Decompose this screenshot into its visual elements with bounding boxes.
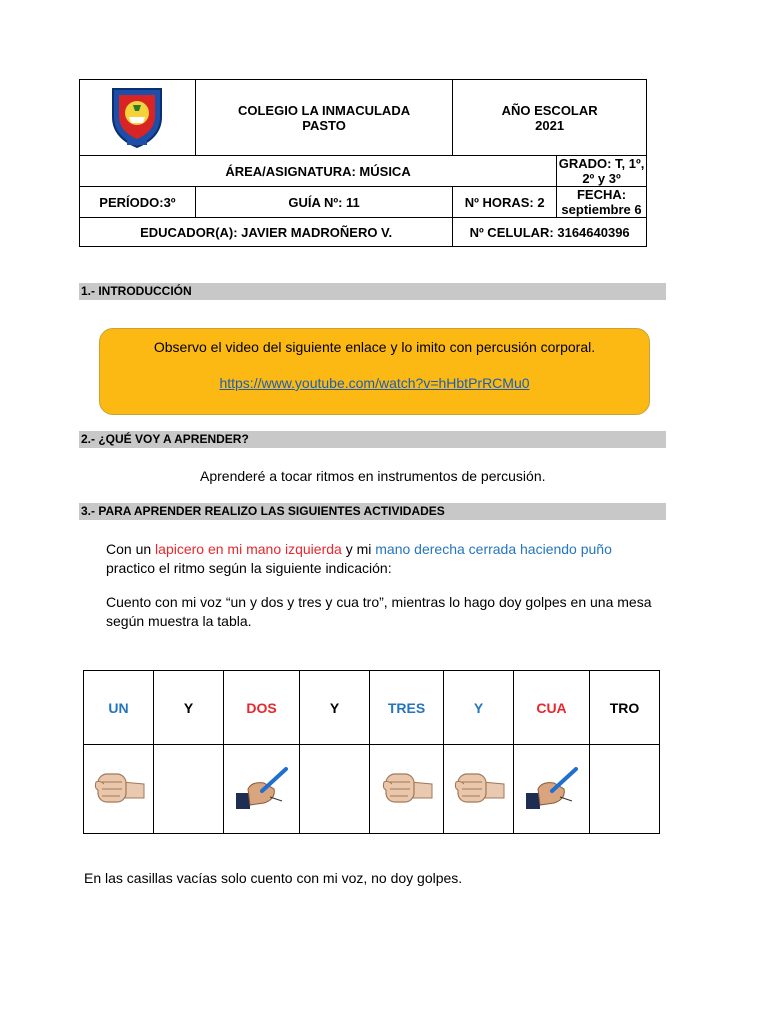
rhythm-label-cell: [444, 671, 514, 745]
pen-hand-icon: [524, 765, 580, 811]
school-name-cell: [195, 80, 452, 156]
header-table: [79, 79, 647, 247]
rhythm-label-cell: [370, 671, 444, 745]
school-crest-icon: [107, 83, 167, 149]
rhythm-label-cell: [224, 671, 300, 745]
grade-field: GRADO: T, 1º, 2º y 3º: [557, 156, 647, 187]
pen-hand-icon: [234, 765, 290, 811]
fist-icon: [92, 768, 146, 808]
rhythm-icon-cell: [84, 745, 154, 834]
section-intro-heading: 1.- INTRODUCCIÓN: [79, 283, 666, 300]
fist-icon: [452, 768, 506, 808]
rhythm-label: TRO: [609, 699, 640, 716]
hours-field: Nº HORAS: 2: [453, 187, 557, 218]
rhythm-label-cell: [514, 671, 590, 745]
educator-field: EDUCADOR(A): JAVIER MADROÑERO V.: [80, 218, 453, 247]
fist-icon: [380, 768, 434, 808]
school-name-line2: PASTO: [302, 117, 346, 133]
rhythm-label-cell: [590, 671, 660, 745]
activity-paragraph-2: Cuento con mi voz “un y dos y tres y cua tro”, mientras lo hago doy golpes en una mesa según muestra la tabla.: [106, 594, 652, 629]
rhythm-label: UN: [108, 699, 129, 716]
rhythm-label: Y: [473, 699, 484, 716]
rhythm-label: Y: [183, 699, 194, 716]
section-learn-heading: 2.- ¿QUÉ VOY A APRENDER?: [79, 431, 666, 448]
intro-instruction: Observo el video del siguiente enlace y lo imito con percusión corporal.: [153, 339, 596, 355]
activity-paragraph-1: [106, 540, 666, 578]
rhythm-label: TRES: [387, 699, 426, 716]
school-year-cell: [453, 80, 647, 156]
learn-text: Aprenderé a tocar ritmos en instrumentos de percusión.: [200, 468, 546, 484]
rhythm-icon-cell: [514, 745, 590, 834]
rhythm-label: Y: [329, 699, 340, 716]
rhythm-label-cell: [84, 671, 154, 745]
rhythm-empty-cell: [590, 745, 660, 834]
right-hand-fist-text: mano derecha cerrada haciendo puño: [375, 541, 612, 557]
subject-area: ÁREA/ASIGNATURA: MÚSICA: [80, 156, 557, 187]
guide-number-field: GUÍA Nº: 11: [195, 187, 452, 218]
rhythm-icon-cell: [224, 745, 300, 834]
school-year-value: 2021: [535, 117, 565, 133]
date-field: FECHA: septiembre 6: [557, 187, 647, 218]
left-hand-pen-text: lapicero en mi mano izquierda: [155, 541, 342, 557]
rhythm-table: [83, 670, 660, 834]
school-name-line1: COLEGIO LA INMACULADA: [237, 102, 411, 118]
activity-text-a: Con un: [106, 541, 156, 557]
intro-box: [99, 328, 650, 415]
period-field: PERÍODO:3º: [80, 187, 196, 218]
rhythm-icon-cell: [370, 745, 444, 834]
rhythm-label-cell: [154, 671, 224, 745]
phone-field: Nº CELULAR: 3164640396: [453, 218, 647, 247]
rhythm-icon-cell: [444, 745, 514, 834]
school-year-label: AÑO ESCOLAR: [501, 102, 598, 118]
activity-text-b: y mi: [341, 541, 376, 557]
footer-note: En las casillas vacías solo cuento con mi voz, no doy golpes.: [84, 870, 463, 886]
school-logo-cell: [80, 80, 196, 156]
rhythm-empty-cell: [154, 745, 224, 834]
video-link[interactable]: https://www.youtube.com/watch?v=hHbtPrRCMu0: [219, 375, 530, 391]
rhythm-label: CUA: [536, 699, 567, 716]
rhythm-label-cell: [300, 671, 370, 745]
rhythm-empty-cell: [300, 745, 370, 834]
rhythm-label: DOS: [246, 699, 277, 716]
section-activities-heading: 3.- PARA APRENDER REALIZO LAS SIGUIENTES ACTIVIDADES: [79, 503, 666, 520]
activity-text-c: practico el ritmo según la siguiente indicación:: [106, 560, 392, 576]
